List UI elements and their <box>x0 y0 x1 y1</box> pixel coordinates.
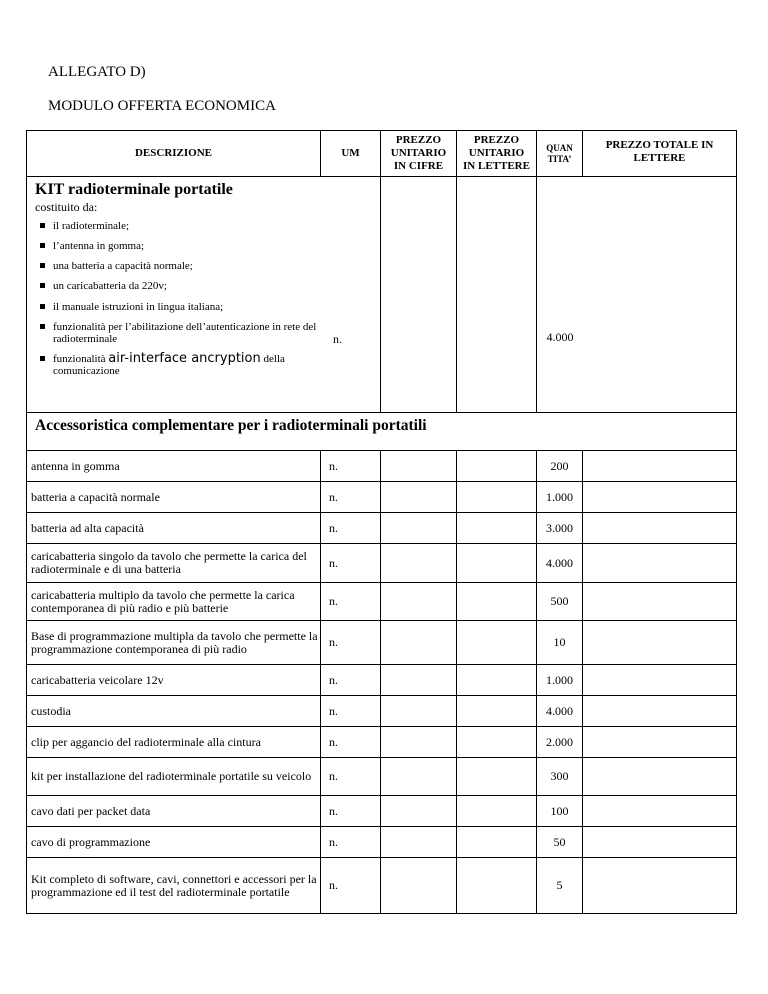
row-um: n. <box>321 544 381 583</box>
kit-item: il radioterminale; <box>53 220 333 232</box>
table-row <box>27 513 737 544</box>
row-um: n. <box>321 482 381 513</box>
row-prezzo-lettere <box>457 858 537 914</box>
table-row <box>27 696 737 727</box>
row-quantita: 200 <box>537 451 583 482</box>
row-prezzo-cifre <box>381 665 457 696</box>
row-prezzo-cifre <box>381 544 457 583</box>
kit-item: il manuale istruzioni in lingua italiana; <box>53 301 333 313</box>
offer-table <box>26 130 737 914</box>
kit-um: n. <box>333 332 342 346</box>
row-totale <box>583 796 737 827</box>
row-totale <box>583 621 737 665</box>
row-totale <box>583 482 737 513</box>
kit-title: KIT radioterminale portatile <box>35 181 233 198</box>
accessori-title: Accessoristica complementare per i radioterminali portatili <box>27 413 737 451</box>
row-prezzo-lettere <box>457 482 537 513</box>
row-quantita: 500 <box>537 583 583 621</box>
row-prezzo-cifre <box>381 482 457 513</box>
row-quantita: 5 <box>537 858 583 914</box>
row-quantita: 2.000 <box>537 727 583 758</box>
row-description: antenna in gomma <box>27 451 321 482</box>
row-prezzo-cifre <box>381 827 457 858</box>
document-title: MODULO OFFERTA ECONOMICA <box>48 98 276 114</box>
row-quantita: 100 <box>537 796 583 827</box>
row-um: n. <box>321 727 381 758</box>
kit-prezzo-lettere <box>457 177 537 413</box>
row-description: Base di programmazione multipla da tavolo che permette la programmazione contemporanea di più radio <box>27 621 321 665</box>
table-row <box>27 796 737 827</box>
table-row <box>27 758 737 796</box>
row-description: caricabatteria singolo da tavolo che permette la carica del radioterminale e di una batteria <box>27 544 321 583</box>
kit-item: funzionalità per l’abilitazione dell’autenticazione in rete del radioterminale <box>53 321 333 345</box>
row-totale <box>583 696 737 727</box>
col-um: UM <box>321 131 381 177</box>
row-prezzo-cifre <box>381 583 457 621</box>
row-prezzo-lettere <box>457 796 537 827</box>
kit-item: funzionalità air-interface ancryption della comunicazione <box>53 353 333 377</box>
row-prezzo-cifre <box>381 513 457 544</box>
table-row <box>27 544 737 583</box>
table-row <box>27 858 737 914</box>
col-quantita: QUAN TITA’ <box>537 131 583 177</box>
row-prezzo-cifre <box>381 758 457 796</box>
row-totale <box>583 827 737 858</box>
row-description: Kit completo di software, cavi, connettori e accessori per la programmazione ed il test del radioterminale portatile <box>27 858 321 914</box>
row-um: n. <box>321 583 381 621</box>
allegato-label: ALLEGATO D) <box>48 64 146 80</box>
row-prezzo-cifre <box>381 727 457 758</box>
row-totale <box>583 544 737 583</box>
row-quantita: 4.000 <box>537 696 583 727</box>
row-description: batteria a capacità normale <box>27 482 321 513</box>
row-prezzo-lettere <box>457 513 537 544</box>
kit-qty-cell <box>537 177 737 413</box>
kit-description <box>27 177 381 413</box>
row-totale <box>583 513 737 544</box>
accessori-title-row <box>27 413 737 451</box>
kit-row <box>27 177 737 413</box>
table-row <box>27 482 737 513</box>
row-prezzo-cifre <box>381 858 457 914</box>
table-row <box>27 451 737 482</box>
col-prezzo-cifre: PREZZO UNITARIO IN CIFRE <box>381 131 457 177</box>
row-prezzo-lettere <box>457 451 537 482</box>
row-quantita: 3.000 <box>537 513 583 544</box>
row-um: n. <box>321 451 381 482</box>
row-prezzo-cifre <box>381 796 457 827</box>
row-quantita: 4.000 <box>537 544 583 583</box>
row-um: n. <box>321 513 381 544</box>
row-prezzo-cifre <box>381 451 457 482</box>
row-totale <box>583 451 737 482</box>
table-row <box>27 727 737 758</box>
row-um: n. <box>321 827 381 858</box>
kit-subtitle: costituito da: <box>35 200 98 214</box>
row-description: cavo dati per packet data <box>27 796 321 827</box>
row-prezzo-lettere <box>457 727 537 758</box>
kit-item: un caricabatteria da 220v; <box>53 280 333 292</box>
row-description: caricabatteria multiplo da tavolo che permette la carica contemporanea di più radio e più batterie <box>27 583 321 621</box>
table-row <box>27 827 737 858</box>
row-quantita: 10 <box>537 621 583 665</box>
row-description: clip per aggancio del radioterminale alla cintura <box>27 727 321 758</box>
row-description: batteria ad alta capacità <box>27 513 321 544</box>
row-prezzo-cifre <box>381 696 457 727</box>
row-quantita: 1.000 <box>537 665 583 696</box>
col-prezzo-lettere: PREZZO UNITARIO IN LETTERE <box>457 131 537 177</box>
row-prezzo-lettere <box>457 621 537 665</box>
row-description: kit per installazione del radioterminale portatile su veicolo <box>27 758 321 796</box>
row-um: n. <box>321 621 381 665</box>
row-prezzo-lettere <box>457 544 537 583</box>
row-totale <box>583 858 737 914</box>
row-prezzo-lettere <box>457 665 537 696</box>
row-um: n. <box>321 696 381 727</box>
table-row <box>27 621 737 665</box>
kit-item: l’antenna in gomma; <box>53 240 333 252</box>
row-description: caricabatteria veicolare 12v <box>27 665 321 696</box>
kit-qty: 4.000 <box>546 330 574 344</box>
kit-prezzo-cifre <box>381 177 457 413</box>
kit-item: una batteria a capacità normale; <box>53 260 333 272</box>
row-totale <box>583 665 737 696</box>
header-row <box>27 131 737 177</box>
row-totale <box>583 583 737 621</box>
row-quantita: 50 <box>537 827 583 858</box>
row-prezzo-lettere <box>457 696 537 727</box>
col-descrizione: DESCRIZIONE <box>27 131 321 177</box>
table-row <box>27 583 737 621</box>
row-description: cavo di programmazione <box>27 827 321 858</box>
row-prezzo-lettere <box>457 758 537 796</box>
row-prezzo-cifre <box>381 621 457 665</box>
row-prezzo-lettere <box>457 827 537 858</box>
row-totale <box>583 727 737 758</box>
row-um: n. <box>321 858 381 914</box>
row-prezzo-lettere <box>457 583 537 621</box>
row-um: n. <box>321 796 381 827</box>
col-totale: PREZZO TOTALE IN LETTERE <box>583 131 737 177</box>
row-quantita: 1.000 <box>537 482 583 513</box>
row-um: n. <box>321 665 381 696</box>
row-quantita: 300 <box>537 758 583 796</box>
kit-item-list <box>35 220 333 377</box>
table-row <box>27 665 737 696</box>
row-um: n. <box>321 758 381 796</box>
row-totale <box>583 758 737 796</box>
row-description: custodia <box>27 696 321 727</box>
